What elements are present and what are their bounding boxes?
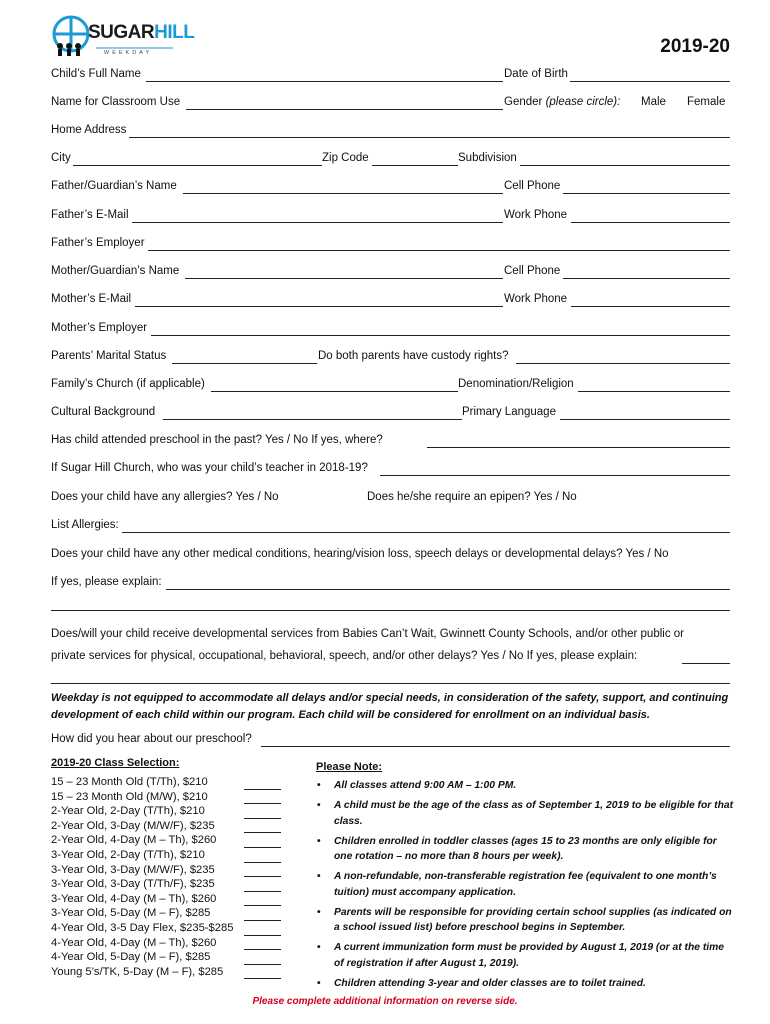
church-label: Family’s Church (if applicable)	[51, 378, 205, 390]
classroom-name-field[interactable]	[186, 109, 503, 110]
language-field[interactable]	[560, 419, 730, 420]
denomination-field[interactable]	[578, 391, 730, 392]
note-item: • All classes attend 9:00 AM – 1:00 PM.	[314, 778, 734, 794]
class-item: 3-Year Old, 2-Day (T/Th), $210	[51, 848, 205, 861]
note-item: • A non-refundable, non-transferable registration fee (equivalent to one month’s tuition) must accompany application.	[314, 869, 734, 900]
mother-employer-label: Mother’s Employer	[51, 322, 148, 334]
medical-question[interactable]: Does your child have any other medical conditions, hearing/vision loss, speech delays or developmental delays? Yes / No	[51, 548, 669, 560]
child-name-label: Child’s Full Name	[51, 68, 141, 80]
mother-cell-field[interactable]	[563, 278, 730, 279]
class-item: 15 – 23 Month Old (T/Th), $210	[51, 776, 208, 788]
mother-email-label: Mother’s E-Mail	[51, 293, 132, 305]
logo-text-sugar: SUGAR	[88, 22, 155, 43]
dob-label: Date of Birth	[504, 68, 568, 80]
child-name-field[interactable]	[146, 81, 503, 82]
hear-about-field[interactable]	[261, 746, 730, 747]
mother-work-phone-label: Work Phone	[504, 293, 568, 305]
cultural-label: Cultural Background	[51, 406, 156, 418]
custody-label: Do both parents have custody rights?	[318, 350, 509, 362]
mother-employer-field[interactable]	[151, 335, 730, 336]
class-select-blank[interactable]	[244, 863, 281, 878]
class-select-blank[interactable]	[244, 877, 281, 892]
note-item: • A current immunization form must be provided by August 1, 2019 (or at the time of registration if after August 1, 2019).	[314, 940, 734, 971]
class-item: 4-Year Old, 4-Day (M – Th), $260	[51, 936, 217, 949]
hear-about-label: How did you hear about our preschool?	[51, 733, 252, 745]
class-item: 2-Year Old, 3-Day (M/W/F), $235	[51, 819, 215, 832]
class-item: 3-Year Old, 4-Day (M – Th), $260	[51, 892, 217, 905]
dob-field[interactable]	[570, 81, 730, 82]
class-select-blank[interactable]	[244, 833, 281, 848]
class-item: 2-Year Old, 4-Day (M – Th), $260	[51, 834, 217, 847]
class-select-blank[interactable]	[244, 921, 281, 936]
mother-cell-label: Cell Phone	[504, 265, 561, 277]
class-item: 15 – 23 Month Old (M/W), $210	[51, 790, 208, 803]
school-year: 2019-20	[660, 36, 730, 57]
custody-field[interactable]	[516, 363, 730, 364]
subdivision-field[interactable]	[520, 165, 730, 166]
class-item: 2-Year Old, 2-Day (T/Th), $210	[51, 805, 205, 818]
home-address-label: Home Address	[51, 124, 127, 136]
gender-female-option[interactable]: Female	[687, 96, 726, 108]
please-note-list	[314, 778, 734, 996]
class-select-blank[interactable]	[244, 950, 281, 965]
epipen-question[interactable]: Does he/she require an epipen? Yes / No	[367, 491, 577, 503]
special-needs-notice: Weekday is not equipped to accommodate all delays and/or special needs, in consideration of the safety, support, and continuing development of each child within our program. Each child will be considered for enrollment on an individual basis.	[51, 692, 729, 721]
dev-services-question-line-1: Does/will your child receive developmental services from Babies Can’t Wait, Gwinnett County Schools, and/or other public or	[51, 628, 684, 640]
dev-services-explain-line-2[interactable]	[51, 683, 730, 684]
class-item: 3-Year Old, 5-Day (M – F), $285	[51, 907, 211, 920]
city-field[interactable]	[73, 165, 322, 166]
class-select-blank[interactable]	[244, 775, 281, 790]
class-item: 3-Year Old, 3-Day (M/W/F), $235	[51, 863, 215, 876]
father-cell-field[interactable]	[563, 193, 730, 194]
father-name-label: Father/Guardian’s Name	[51, 180, 177, 192]
father-work-phone-field[interactable]	[571, 222, 730, 223]
class-select-blank[interactable]	[244, 936, 281, 951]
subdivision-label: Subdivision	[458, 152, 517, 164]
please-note-heading: Please Note:	[316, 761, 383, 773]
father-work-phone-label: Work Phone	[504, 209, 568, 221]
marital-status-field[interactable]	[172, 363, 317, 364]
class-select-blank[interactable]	[244, 906, 281, 921]
class-select-blank[interactable]	[244, 790, 281, 805]
logo-text-hill: HILL	[154, 22, 195, 43]
class-select-blank[interactable]	[244, 892, 281, 907]
father-employer-label: Father’s Employer	[51, 237, 145, 249]
language-label: Primary Language	[462, 406, 556, 418]
shc-teacher-field[interactable]	[380, 475, 730, 476]
church-field[interactable]	[211, 391, 458, 392]
gender-label: Gender (please circle):	[504, 96, 621, 108]
home-address-field[interactable]	[129, 137, 730, 138]
list-allergies-label: List Allergies:	[51, 519, 119, 531]
class-selection-heading: 2019-20 Class Selection:	[51, 757, 180, 769]
explain-label: If yes, please explain:	[51, 576, 162, 588]
zip-field[interactable]	[372, 165, 458, 166]
class-item: 3-Year Old, 3-Day (T/Th/F), $235	[51, 878, 215, 891]
allergies-question[interactable]: Does your child have any allergies? Yes / No	[51, 491, 279, 503]
dev-services-question-line-2[interactable]: private services for physical, occupational, behavioral, speech, and/or other delays? Yes / No If yes, please explain:	[51, 650, 638, 662]
class-select-blank[interactable]	[244, 965, 281, 980]
father-email-label: Father’s E-Mail	[51, 209, 129, 221]
cultural-field[interactable]	[163, 419, 462, 420]
mother-work-phone-field[interactable]	[571, 306, 730, 307]
reverse-side-footer: Please complete additional information on reverse side.	[252, 996, 518, 1007]
note-item: • A child must be the age of the class as of September 1, 2019 to be eligible for that class.	[314, 798, 734, 829]
dev-services-explain-field[interactable]	[682, 663, 730, 664]
father-email-field[interactable]	[132, 222, 503, 223]
mother-name-field[interactable]	[185, 278, 503, 279]
class-item: 4-Year Old, 3-5 Day Flex, $235-$285	[51, 921, 234, 934]
zip-label: Zip Code	[322, 152, 369, 164]
class-selection-blanks	[244, 775, 281, 979]
logo-subtext: WEEKDAY	[104, 50, 153, 56]
father-name-field[interactable]	[183, 193, 503, 194]
note-item: • Children attending 3-year and older classes are to toilet trained.	[314, 976, 734, 992]
classroom-name-label: Name for Classroom Use	[51, 96, 181, 108]
list-allergies-field[interactable]	[122, 532, 730, 533]
explain-field[interactable]	[166, 589, 730, 590]
city-label: City	[51, 152, 71, 164]
denomination-label: Denomination/Religion	[458, 378, 574, 390]
explain-field-line-2[interactable]	[51, 610, 730, 611]
marital-status-label: Parents’ Marital Status	[51, 350, 167, 362]
gender-male-option[interactable]: Male	[641, 96, 666, 108]
father-cell-label: Cell Phone	[504, 180, 561, 192]
preschool-where-field[interactable]	[427, 447, 730, 448]
sugar-hill-logo	[52, 12, 195, 58]
mother-email-field[interactable]	[135, 306, 503, 307]
mother-name-label: Mother/Guardian’s Name	[51, 265, 180, 277]
class-select-blank[interactable]	[244, 819, 281, 834]
class-select-blank[interactable]	[244, 804, 281, 819]
class-item: Young 5’s/TK, 5-Day (M – F), $285	[51, 965, 224, 978]
class-item: 4-Year Old, 5-Day (M – F), $285	[51, 951, 211, 964]
note-item: • Children enrolled in toddler classes (ages 15 to 23 months are only eligible for one rotation – no more than 8 hours per week).	[314, 834, 734, 865]
note-item: • Parents will be responsible for providing certain school supplies (as indicated on a school issued list) before preschool begins in September.	[314, 905, 734, 936]
father-employer-field[interactable]	[148, 250, 730, 251]
class-select-blank[interactable]	[244, 848, 281, 863]
preschool-past-question: Has child attended preschool in the past? Yes / No If yes, where?	[51, 434, 383, 446]
shc-teacher-question: If Sugar Hill Church, who was your child’s teacher in 2018-19?	[51, 462, 368, 474]
class-list	[51, 775, 233, 979]
